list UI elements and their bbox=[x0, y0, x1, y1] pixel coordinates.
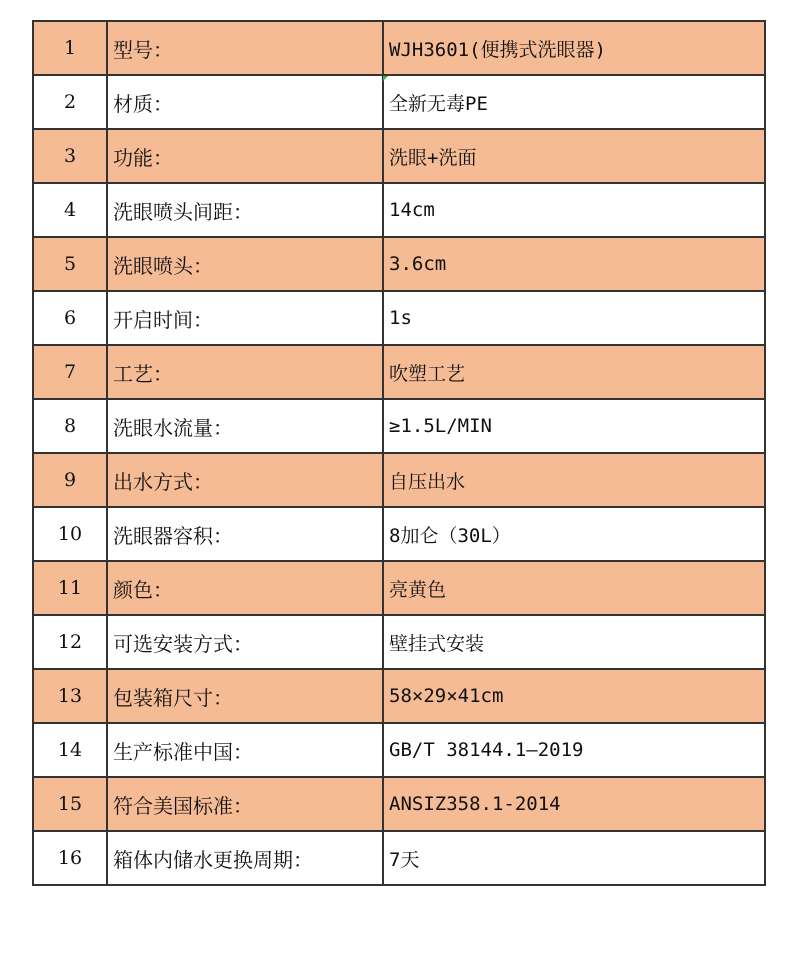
row-label: 型号： bbox=[107, 21, 383, 75]
table-row bbox=[33, 777, 765, 831]
row-value: 壁挂式安装 bbox=[383, 615, 765, 669]
row-value: 3.6cm bbox=[383, 237, 765, 291]
row-label: 洗眼喷头间距： bbox=[107, 183, 383, 237]
row-number: 2 bbox=[33, 75, 107, 129]
table-row bbox=[33, 183, 765, 237]
row-number: 10 bbox=[33, 507, 107, 561]
table-row bbox=[33, 237, 765, 291]
row-label: 可选安装方式： bbox=[107, 615, 383, 669]
row-label: 符合美国标准： bbox=[107, 777, 383, 831]
row-value: 8加仑（30L） bbox=[383, 507, 765, 561]
row-value: ANSIZ358.1-2014 bbox=[383, 777, 765, 831]
row-label: 箱体内储水更换周期： bbox=[107, 831, 383, 885]
table-row bbox=[33, 21, 765, 75]
row-value: 58×29×41cm bbox=[383, 669, 765, 723]
row-number: 7 bbox=[33, 345, 107, 399]
row-value: 洗眼+洗面 bbox=[383, 129, 765, 183]
row-number: 11 bbox=[33, 561, 107, 615]
table-row bbox=[33, 129, 765, 183]
row-label: 洗眼器容积： bbox=[107, 507, 383, 561]
table-row bbox=[33, 291, 765, 345]
row-number: 1 bbox=[33, 21, 107, 75]
spec-table-body bbox=[33, 21, 765, 885]
row-value: 自压出水 bbox=[383, 453, 765, 507]
row-number: 9 bbox=[33, 453, 107, 507]
table-row bbox=[33, 831, 765, 885]
table-row bbox=[33, 561, 765, 615]
row-value: 吹塑工艺 bbox=[383, 345, 765, 399]
row-label: 开启时间： bbox=[107, 291, 383, 345]
table-row bbox=[33, 75, 765, 129]
table-row bbox=[33, 345, 765, 399]
row-label: 工艺： bbox=[107, 345, 383, 399]
table-row bbox=[33, 669, 765, 723]
row-label: 包装箱尺寸： bbox=[107, 669, 383, 723]
row-number: 12 bbox=[33, 615, 107, 669]
row-label: 洗眼水流量： bbox=[107, 399, 383, 453]
table-row bbox=[33, 723, 765, 777]
row-label: 材质： bbox=[107, 75, 383, 129]
row-label: 功能： bbox=[107, 129, 383, 183]
row-value: 1s bbox=[383, 291, 765, 345]
cell-comment-marker bbox=[383, 76, 388, 81]
row-number: 16 bbox=[33, 831, 107, 885]
row-number: 4 bbox=[33, 183, 107, 237]
row-number: 5 bbox=[33, 237, 107, 291]
row-value: 全新无毒PE bbox=[383, 75, 765, 129]
row-number: 3 bbox=[33, 129, 107, 183]
row-value: 亮黄色 bbox=[383, 561, 765, 615]
row-label: 生产标准中国： bbox=[107, 723, 383, 777]
row-number: 13 bbox=[33, 669, 107, 723]
row-value: GB/T 38144.1—2019 bbox=[383, 723, 765, 777]
row-label: 洗眼喷头： bbox=[107, 237, 383, 291]
row-value: 14cm bbox=[383, 183, 765, 237]
row-value: WJH3601(便携式洗眼器) bbox=[383, 21, 765, 75]
table-row bbox=[33, 399, 765, 453]
row-value: 7天 bbox=[383, 831, 765, 885]
spec-table bbox=[32, 20, 766, 886]
row-number: 14 bbox=[33, 723, 107, 777]
table-row bbox=[33, 615, 765, 669]
row-number: 15 bbox=[33, 777, 107, 831]
table-row bbox=[33, 507, 765, 561]
table-row bbox=[33, 453, 765, 507]
row-value: ≥1.5L/MIN bbox=[383, 399, 765, 453]
row-label: 出水方式： bbox=[107, 453, 383, 507]
row-number: 6 bbox=[33, 291, 107, 345]
row-number: 8 bbox=[33, 399, 107, 453]
row-label: 颜色： bbox=[107, 561, 383, 615]
